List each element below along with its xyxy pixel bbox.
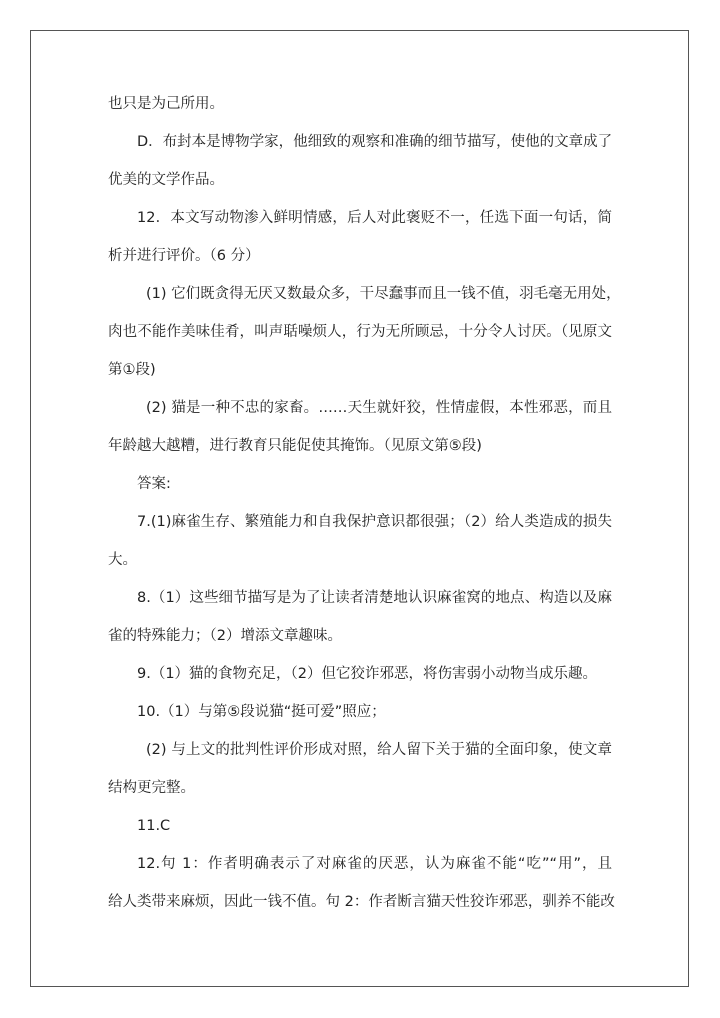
- answers-heading: 答案:: [137, 476, 171, 492]
- answer-9-line: 9.（1）猫的食物充足，（2）但它狡诈邪恶，将伤害弱小动物当成乐趣。: [137, 666, 598, 682]
- question-12-line: 12．本文写动物渗入鲜明情感，后人对此褒贬不一，任选下面一句话，简: [137, 210, 612, 226]
- text-line: 也只是为己所用。: [108, 96, 224, 112]
- text-line: 优美的文学作品。: [108, 172, 224, 188]
- answer-8-line: 8.（1）这些细节描写是为了让读者清楚地认识麻雀窝的地点、构造以及麻: [137, 590, 612, 606]
- text-line: (2) 与上文的批判性评价形成对照，给人留下关于猫的全面印象，使文章: [146, 742, 612, 758]
- quote-1-line: (1) 它们既贪得无厌又数最众多，干尽蠢事而且一钱不值，羽毛毫无用处，: [146, 286, 621, 302]
- text-line: 给人类带来麻烦，因此一钱不值。句 2：作者断言猫天性狡诈邪恶，驯养不能改: [108, 894, 615, 910]
- answer-12-line: 12.句 1：作者明确表示了对麻雀的厌恶，认为麻雀不能“吃”“用”，且: [137, 856, 612, 872]
- answer-10-line: 10.（1）与第⑤段说猫“挺可爱”照应；: [137, 704, 386, 720]
- quote-2-line: (2) 猫是一种不忠的家畜。……天生就奸狡，性情虚假，本性邪恶，而且: [146, 400, 612, 416]
- answer-11-line: 11.C: [137, 818, 171, 834]
- text-line: 结构更完整。: [108, 780, 195, 796]
- document-body: [108, 89, 621, 925]
- text-line: 雀的特殊能力；（2）增添文章趣味。: [108, 628, 342, 644]
- text-line: 年龄越大越糟，进行教育只能促使其掩饰。（见原文第⑤段): [108, 438, 482, 454]
- text-line: 肉也不能作美味佳肴，叫声聒噪烦人，行为无所顾忌，十分令人讨厌。（见原文: [108, 324, 612, 340]
- text-line: 大。: [108, 552, 137, 568]
- option-d-line: D．布封本是博物学家，他细致的观察和准确的细节描写，使他的文章成了: [137, 134, 613, 150]
- text-line: 第①段): [108, 362, 156, 378]
- answer-7-line: 7.(1)麻雀生存、繁殖能力和自我保护意识都很强；（2）给人类造成的损失: [137, 514, 612, 530]
- text-line: 析并进行评价。（6 分）: [108, 248, 260, 264]
